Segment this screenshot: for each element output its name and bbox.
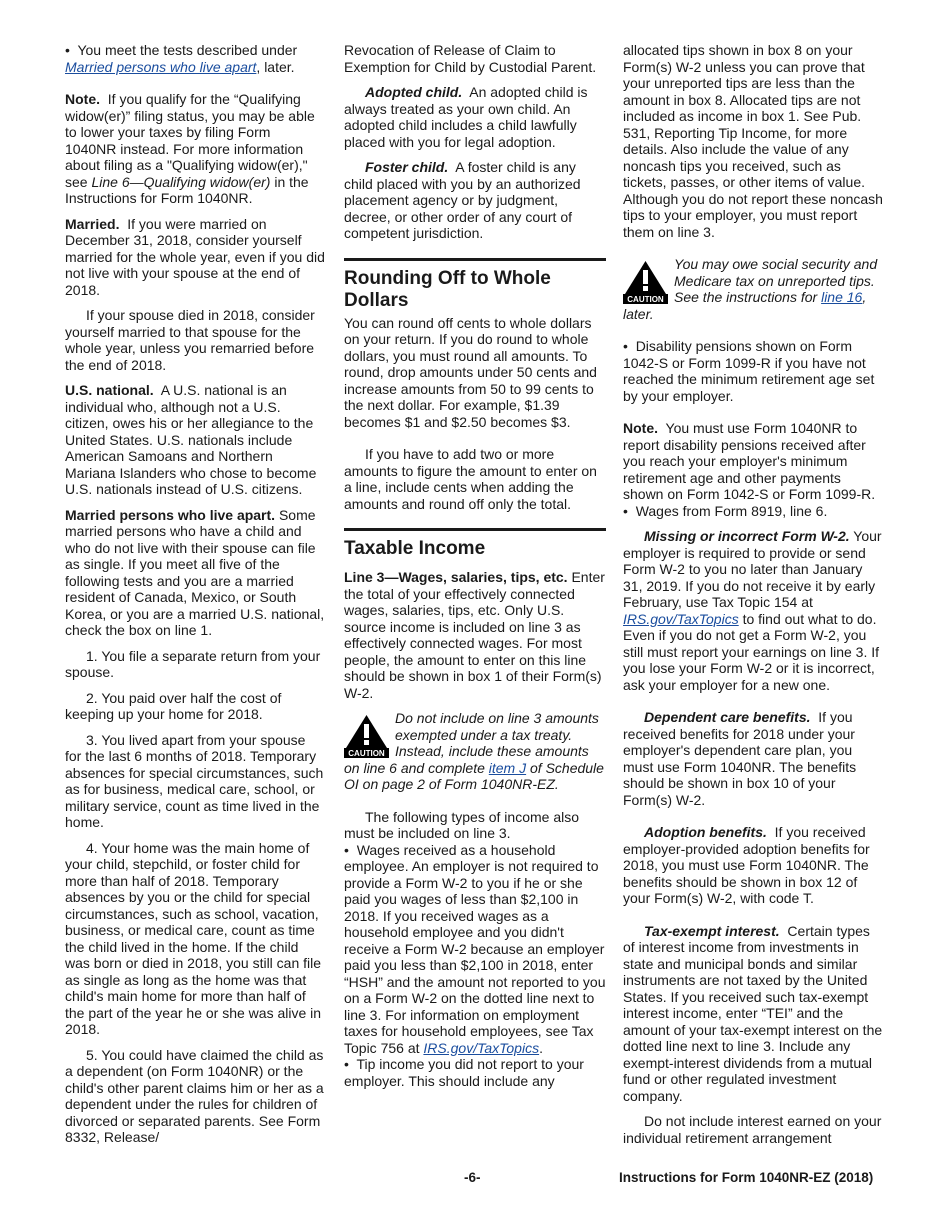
document-title: Instructions for Form 1040NR-EZ (2018) <box>619 1170 874 1185</box>
us-national-paragraph: U.S. national. A U.S. national is an individual who, although not a U.S. citizen, owes his or her allegiance to the United States. U.S. nationals include American Samoans and Northern Mariana Islanders who chose to become U.S. nationals instead of U.S. citizens. <box>65 382 317 497</box>
svg-text:CAUTION: CAUTION <box>348 749 385 758</box>
test-item: 4. Your home was the main home of your child, stepchild, or foster child for more than half of 2018. Temporary absences by you or the child for special circumstances, such as school, vacation, business, or medical care, count as time the child lived in the home. If the child was born or died in 2018, you still can file as single as long as the home was that child's main home for more than half of the part of the year he or she was alive in 2018. <box>65 839 322 1037</box>
taxable-income-heading: Taxable Income <box>344 528 606 560</box>
bullet-item: • You meet the tests described under Married persons who live apart, later. <box>65 42 298 75</box>
test-item: 2. You paid over half the cost of keeping up your home for 2018. <box>65 689 282 722</box>
continued-text: Revocation of Release of Claim to Exemption for Child by Custodial Parent. <box>344 42 597 75</box>
married-apart-link[interactable]: Married persons who live apart <box>65 58 257 75</box>
column-1 <box>65 42 325 1146</box>
note-paragraph: Note. You must use Form 1040NR to report disability pensions received after you reach your employer's minimum retirement age and other payments shown on Form 1042-S or Form 1099-R. <box>623 420 876 502</box>
caution-note: CAUTION You may owe social security and Medicare tax on unreported tips. See the instructions for line 16, later. <box>623 256 878 322</box>
rounding-heading: Rounding Off to Whole Dollars <box>344 258 606 312</box>
following-paragraph: The following types of income also must be included on line 3. <box>344 808 579 841</box>
svg-text:CAUTION: CAUTION <box>627 295 664 304</box>
column-2 <box>344 42 606 1089</box>
rounding-paragraph: You can round off cents to whole dollars on your return. If you do round to whole dollars, you must round all amounts. To round, drop amounts under 50 cents and increase amounts from 50 to 99 cents to the next dollar. For example, $1.39 becomes $1 and $2.50 becomes $3. <box>344 314 597 430</box>
test-item: 3. You lived apart from your spouse for the last 6 months of 2018. Temporary absences for special circumstances, such as for business, medical care, school, or military service, count as time lived in the home. <box>65 731 324 830</box>
bullet-item: • Tip income you did not report to your employer. This should include any <box>344 1056 584 1089</box>
note-paragraph: Note. If you qualify for the “Qualifying widow(er)” filing status, you may be able to lower your taxes by filing Form 1040NR instead. For more information about filing as a "Qualifying widow(er)," see Line 6—Qualifying widow(er) in the Instructions for Form 1040NR. <box>65 91 315 206</box>
continued-text: allocated tips shown in box 8 on your Form(s) W-2 unless you can prove that your unreported tips are less than the amount in box 8. Allocated tips are not included as income in box 1. See Pub. 531, Reporting Tip Income, for more details. Also include the value of any noncash tips you received, such as tickets, passes, or other items of value. Although you do not report these noncash tips to your employer, you must report them on line 3. <box>623 42 883 240</box>
taxtopics-link[interactable]: IRS.gov/TaxTopics <box>423 1039 540 1056</box>
caution-icon <box>344 714 389 758</box>
test-item: 1. You file a separate return from your spouse. <box>65 647 321 680</box>
live-apart-paragraph: Married persons who live apart. Some married persons who have a child and who do not live with their spouse can file as single. If you meet all five of the following tests and you are a married resident of Canada, Mexico, or South Korea, or you are a married U.S. national, check the box on line 1. <box>65 506 325 638</box>
ira-paragraph: Do not include interest earned on your individual retirement arrangement <box>623 1113 882 1146</box>
dependent-care-paragraph: Dependent care benefits. If you received benefits for 2018 under your employer's dependent care plan, you must use Form 1040NR. The benefits should be shown in box 10 of your Form(s) W-2. <box>623 709 857 808</box>
rounding-paragraph-2: If you have to add two or more amounts to figure the amount to enter on a line, include cents when adding the amounts and round off only the total. <box>344 446 597 512</box>
adopted-child-paragraph: Adopted child. An adopted child is always treated as your own child. An adopted child includes a child lawfully placed with you for legal adoption. <box>344 84 588 150</box>
column-3 <box>623 42 885 1146</box>
spouse-died-paragraph: If your spouse died in 2018, consider yourself married to that spouse for the whole year, unless you remarried before the end of 2018. <box>65 307 315 373</box>
bullet-item: • Wages from Form 8919, line 6. <box>623 502 828 519</box>
adoption-benefits-paragraph: Adoption benefits. If you received employer-provided adoption benefits for 2018, you must use Form 1040NR. The benefits should be shown in box 12 of your Form(s) W-2, with code T. <box>623 824 870 906</box>
line-16-link[interactable]: line 16 <box>821 289 863 305</box>
line3-paragraph: Line 3—Wages, salaries, tips, etc. Enter the total of your effectively connected wages, salaries, tips, etc. Only U.S. source income is included on line 3 as effectively connected wages. For most people, the amount to enter on this line should be shown in box 1 of their Form(s) W-2. <box>344 569 605 701</box>
tax-exempt-paragraph: Tax-exempt interest. Certain types of interest income from investments in state and municipal bonds and similar instruments are not taxed by the United States. If you received such tax-exempt interest income, enter “TEI” and the amount of your tax-exempt interest on the dotted line next to line 3. Include any exempt-interest dividends from a mutual fund or other regulated investment company. <box>623 922 883 1104</box>
caution-icon <box>623 260 668 304</box>
taxtopics-link[interactable]: IRS.gov/TaxTopics <box>623 610 739 627</box>
caution-note: CAUTION Do not include on line 3 amounts exempted under a tax treaty. Instead, include these amounts on line 6 and complete item J of Schedule OI on page 2 of Form 1040NR-EZ. <box>344 710 604 792</box>
test-item: 5. You could have claimed the child as a dependent (on Form 1040NR) or the child's other parent claims him or her as a dependent under the rules for children of divorced or separated parents. See Form 8332, Release/ <box>65 1046 324 1145</box>
foster-child-paragraph: Foster child. A foster child is any child placed with you by an authorized placement agency or by judgment, decree, or other order of any court of competent jurisdiction. <box>344 159 581 241</box>
item-j-link[interactable]: item J <box>488 759 527 776</box>
page-number: -6- <box>464 1170 481 1185</box>
married-paragraph: Married. If you were married on December 31, 2018, consider yourself married for the whole year, even if you did not live with your spouse at the end of 2018. <box>65 215 325 298</box>
bullet-item: • Disability pensions shown on Form 1042-S or Form 1099-R if you have not reached the minimum retirement age set by your employer. <box>623 338 875 404</box>
bullet-item: • Wages received as a household employee. An employer is not required to provide a Form W-2 to you if he or she paid you wages of less than $2,100 in 2018. If you received wages as a household employee and you didn't receive a Form W-2 because an employer paid you less than $2,100 in 2018, enter “HSH” and the amount not reported to you on a Form W-2 on the dotted line next to line 3. For information on employment taxes for household employees, see Tax Topic 756 at IRS.gov/TaxTopics. <box>344 841 606 1056</box>
missing-w2-paragraph: Missing or incorrect Form W-2. Your employer is required to provide or send Form W-2 to you no later than January 31, 2019. If you do not receive it by early February, use Tax Topic 154 at IRS.gov/TaxTopics to find out what to do. Even if you do not get a Form W-2, you still must report your earnings on line 3. If you lose your Form W-2 or it is incorrect, ask your employer for a new one. <box>623 528 882 693</box>
